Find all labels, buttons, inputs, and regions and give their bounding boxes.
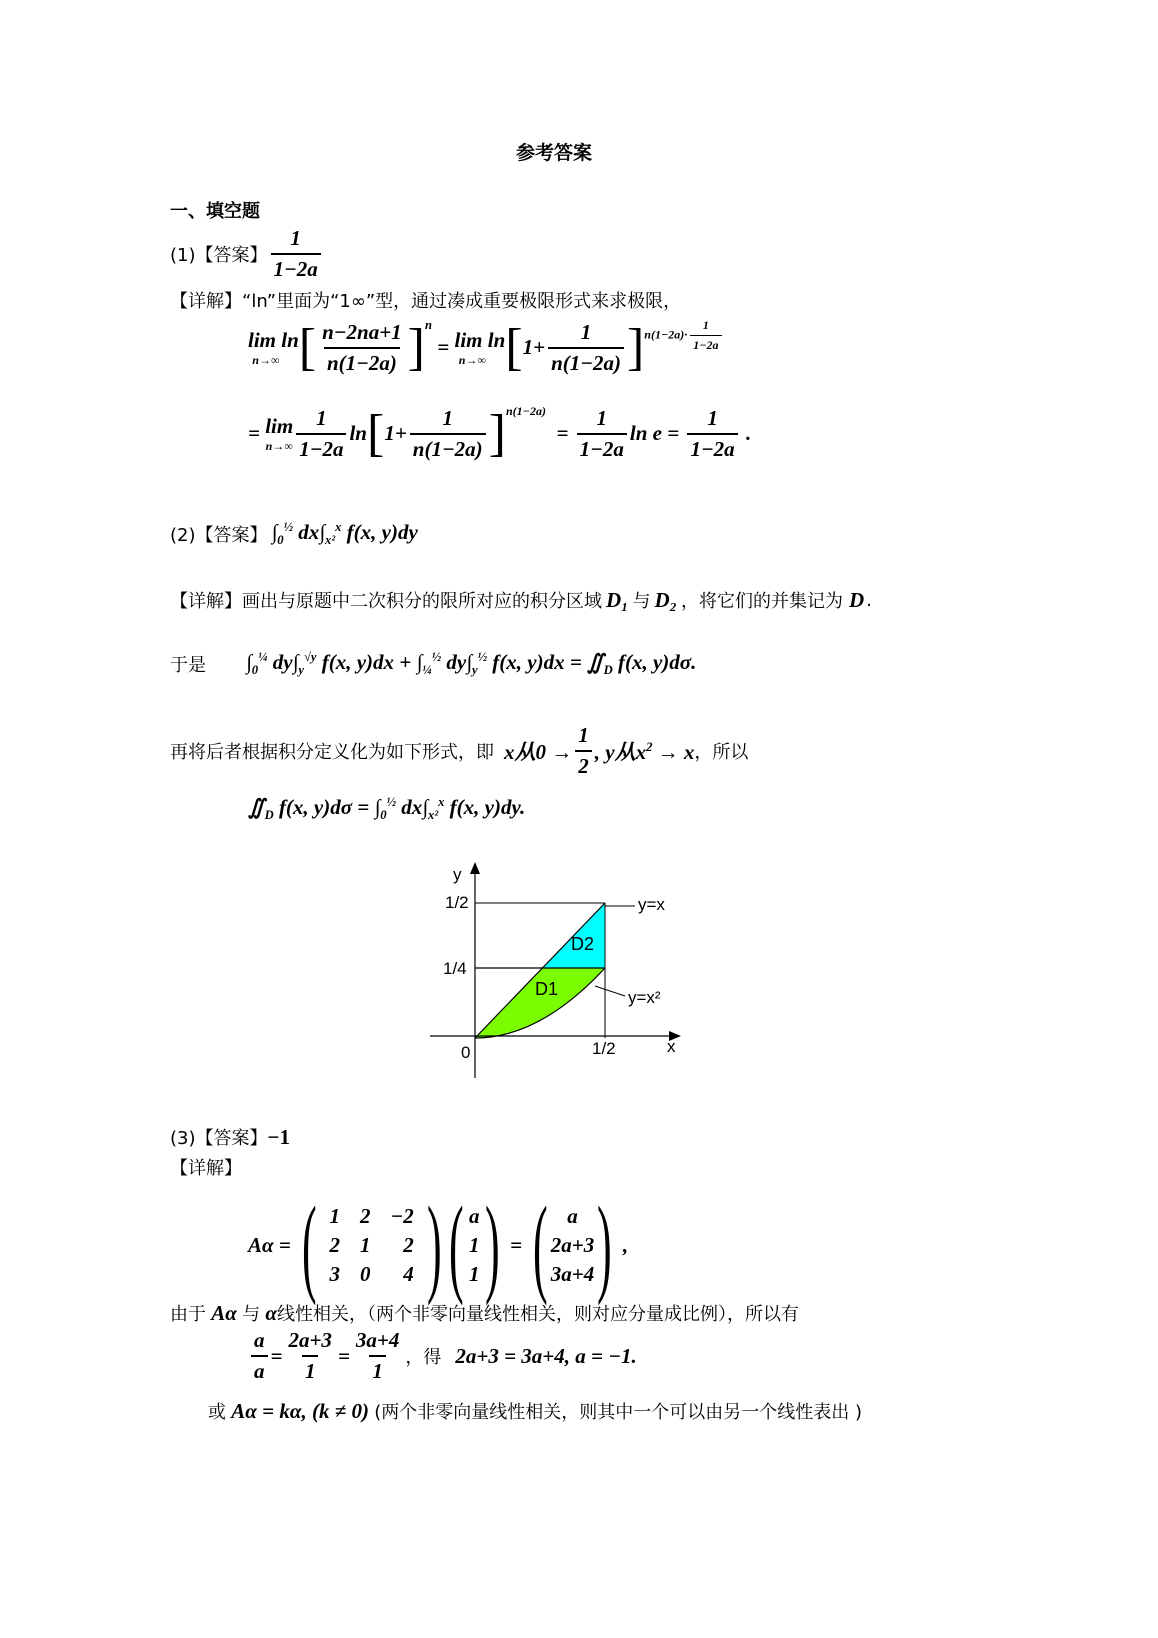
- matrix-a: 1 2 −2 2 1 2 3 0 4: [329, 1203, 414, 1286]
- q3-line1c: 线性相关，（两个非零向量线性相关，则对应分量成比例），所以有: [277, 1304, 799, 1325]
- x-axis-label: x: [667, 1037, 676, 1056]
- q3-answer-value: −1: [267, 1124, 290, 1149]
- q2-detail-text2: ，将它们的并集记为: [681, 591, 843, 612]
- q1-detail-text: “ln”里面为“1∞”型，通过凑成重要极限形式来求极限，: [242, 291, 682, 312]
- q1-answer-num: 1: [290, 226, 301, 250]
- page-title: 参考答案: [516, 142, 593, 164]
- q2-sum-equation: $\int_0^{\frac{1}{4}}$ $dy\int_y^{√y}$ f(x, $y)dx + \int_{\frac{1}{4}}^{\frac{1}{2}}$ $dy\int_y^{\frac{1}{2}}$ f(x, $y)dx = ∬_D$ f(x, y)dσ.: [246, 650, 697, 678]
- integration-region-figure: [425, 858, 695, 1083]
- q3-or-text: (两个非零向量线性相关，则其中一个可以由另一个线性表出 ): [374, 1402, 862, 1423]
- q2-final-equation: $∬_D$ f(x, $y)d\sigma = \int_0^{\frac{1}{2}}$ $dx\int_{x^2}^x$ f(x, y)dy.: [248, 795, 526, 823]
- q3-proportion: $\frac{a}{a}$ = $\frac{2a+3}{1}$ = $\frac{3a+4}{1}$ ，得 2a+3 = 3a+4, a = −1.: [248, 1328, 637, 1384]
- q3-line1b: 与: [242, 1304, 261, 1325]
- q3-or: 或: [208, 1402, 226, 1423]
- y-axis-arrow: [470, 862, 480, 874]
- q2-answer-integral: $\int_0^{\frac{1}{2}}$ $dx\int_{x^2}^x$ f(x, y)dy: [271, 520, 418, 548]
- q1-answer-fraction: [271, 226, 321, 282]
- q2-limits: x从0 →: [504, 740, 573, 764]
- q3-de: ，得: [405, 1347, 442, 1368]
- label-y-eq-x: y=x: [638, 895, 665, 914]
- q2-detail-text: 画出与原题中二次积分的限所对应的积分区域: [242, 591, 602, 612]
- q3-matrix-equation: Aα = ( 1 2 −2 2 1 2 3 0 4 ) ( a 1 1 ) = ( a 2a+3 3a+4 ) ,: [248, 1184, 629, 1306]
- q2-answer: [170, 520, 418, 548]
- y-tick-half: 1/2: [445, 893, 469, 912]
- label-y-eq-x2: y=x²: [628, 988, 661, 1007]
- q2-yushi: 于是: [170, 655, 206, 677]
- q3-label: (3)【答案】: [170, 1128, 268, 1149]
- x-tick-half: 1/2: [592, 1039, 616, 1058]
- q2-with: 与: [632, 591, 651, 612]
- label-d1: D1: [535, 979, 559, 999]
- vector-result: a 2a+3 3a+4: [550, 1203, 595, 1286]
- q2-d: D: [849, 587, 865, 612]
- q1-label: (1)【答案】: [170, 245, 268, 266]
- q3-line1a: 由于: [170, 1304, 206, 1325]
- q3-final: 2a+3 = 3a+4, a = −1.: [455, 1343, 637, 1368]
- q3-detail-label: 【详解】: [170, 1158, 242, 1179]
- y-axis-label: y: [453, 865, 462, 884]
- label-d2: D2: [571, 934, 595, 954]
- q1-answer: [170, 226, 324, 282]
- y-tick-quarter: 1/4: [443, 959, 467, 978]
- q2-detail-line: [170, 587, 872, 613]
- q3-answer: [170, 1124, 290, 1150]
- q1-detail-label: 【详解】: [170, 291, 242, 312]
- origin-label: 0: [461, 1043, 471, 1062]
- q1-answer-den: 1−2a: [271, 253, 321, 282]
- q2-detail-label: 【详解】: [170, 591, 242, 612]
- q1-equation-2: = lim n→∞ $\frac{1}{1-2a}$ ln [ 1+ $\frac{1}{n(1-2a)}$ ] $^{n(1-2a)}$ = $\frac{1}{1-2a}$ ln e = $\frac{1}{1-2a}$ .: [248, 404, 752, 462]
- q2-d1: D₁: [606, 587, 629, 612]
- q2-zai: 再将后者根据积分定义化为如下形式，即: [170, 742, 494, 763]
- q2-d2: D₂: [654, 587, 677, 612]
- q2-period: .: [866, 589, 872, 611]
- leader-line-x2: [595, 986, 625, 996]
- q3-or-line: 或 Aα = kα, (k ≠ 0) (两个非零向量线性相关，则其中一个可以由另一个线性表出 ): [208, 1398, 862, 1423]
- section-heading: 一、填空题: [170, 201, 260, 222]
- q2-suoyi: ，所以: [694, 742, 749, 763]
- q2-sum-line: [170, 650, 696, 678]
- q3-text-line: 由于 Aα 与 α 线性相关，（两个非零向量线性相关，则对应分量成比例），所以有: [170, 1300, 799, 1325]
- q2-label: (2)【答案】: [170, 525, 268, 547]
- q1-detail-line: [170, 287, 681, 313]
- vector-alpha: a 1 1: [469, 1203, 480, 1286]
- q1-equation-1: lim ln n→∞ [ $\frac{n-2na+1}{n(1-2a)}$ ] $^n$ = lim ln n→∞ [ 1+ $\frac{1}{n(1-2a)}$ ] $^{n(1-2a)\cdot \frac{1}{1-2a}}$: [248, 318, 725, 377]
- q2-transform-line: 再将后者根据积分定义化为如下形式，即 x从0 → $\frac{1}{2}$ , y从$x^2 \to x$ ，所以: [170, 723, 749, 778]
- lim-op: lim ln n→∞: [248, 327, 299, 367]
